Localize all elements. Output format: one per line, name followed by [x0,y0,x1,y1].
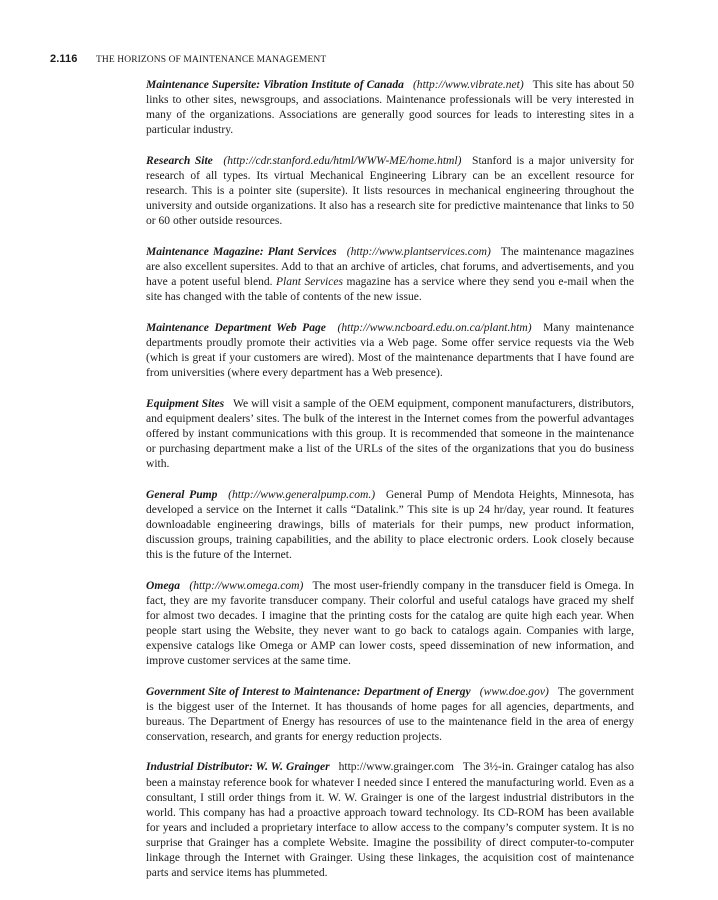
entry-title: Maintenance Magazine: Plant Services [146,245,337,258]
entry-title: Research Site [146,154,213,167]
entry-omega [146,579,634,670]
magazine-name: Plant Services [276,276,343,289]
entry-text: The most user-friendly company in the transducer field is Omega. In fact, they are my favorite transducer company. Their colorful and useful catalogs have graced my shelf for almost two decades. I imagine that the printing costs for the catalog are quite high each year. When people start using the Website, they never want to go back to catalogs again. Companies with large, expensive catalogs like Omega or AMP can lower costs, speed dissemination of new information, and improve customer services at the same time. [146,579,634,667]
entry-url[interactable]: (http://www.plantservices.com) [346,245,491,258]
entry-url[interactable]: (http://www.omega.com) [189,579,304,592]
entry-text: Many maintenance departments proudly promote their activities via a Web page. Some offer service requests via the Web (which is great if your customers are wired). Most of the maintenance departments that I have found are from universities (where every department has a Web presence). [146,321,635,379]
entry-general-pump [146,488,634,563]
entry-department-web-page [146,321,634,381]
entry-text: The government is the biggest user of the Internet. It has thousands of home pages for all agencies, departments, and bureaus. The Department of Energy has resources of use to the maintenance field in the area of energy conservation, research, and grants for energy reduction projects. [146,685,635,743]
entry-title: Industrial Distributor: W. W. Grainger [146,761,330,774]
entry-vibration-institute [146,78,634,138]
entry-text: This site has about 50 links to other sites, newsgroups, and associations. Maintenance professionals will be very interested in many of the organizations. Associations are generally good sources for leads to interesting sites in a particular industry. [146,79,634,137]
entry-research-site [146,154,634,229]
entry-text: The 3½-in. Grainger catalog has also been a mainstay reference book for whatever I needed since I entered the manufacturing world. Even as a consultant, I still order things from it. W. W. Grainger is one of the largest industrial distributors in the world. This company has had a proactive approach toward technology. Its CD-ROM has been available for years and included a proprietary interface to allow access to the company’s computer system. It is no surprise that Grainger has a complete Website. Imagine the possibility of direct computer-to-computer linkage through the Internet with Grainger. Using these linkages, the acquisition cost of maintenance parts and service items has plummeted. [146,761,634,880]
entry-department-of-energy [146,685,634,745]
entry-title: General Pump [146,488,218,501]
entry-url[interactable]: (www.doe.gov) [479,685,549,698]
entry-title: Government Site of Interest to Maintenance: Department of Energy [146,685,471,698]
body-text [146,78,634,897]
page-number: 2.116 [50,53,78,65]
entry-text: General Pump of Mendota Heights, Minnesota, has developed a service on the Internet it calls “Datalink.” This site is up 24 hr/day, year round. It features downloadable engineering drawings, bills of materials for their pumps, new product information, discussion groups, training capabilities, and the ability to place electronic orders. Look closely because this is the future of the Internet. [146,488,635,561]
entry-grainger [146,760,634,881]
running-header-title: THE HORIZONS OF MAINTENANCE MANAGEMENT [96,55,327,65]
entry-title: Omega [146,579,180,592]
running-header [50,53,650,65]
entry-text: Stanford is a major university for research of all types. Its virtual Mechanical Engineering Library can be an excellent resource for research. This is a pointer site (supersite). It lists resources in mechanical engineering throughout the university and outside organizations. It also has a research site for predictive maintenance that links to 50 or 60 other outside resources. [146,154,635,228]
entry-title: Maintenance Department Web Page [146,321,326,334]
entry-url[interactable]: (http://www.generalpump.com.) [228,488,376,501]
entry-url[interactable]: (http://www.vibrate.net) [412,79,524,91]
entry-plant-services [146,245,634,305]
entry-url[interactable]: (http://www.ncboard.edu.on.ca/plant.htm) [337,321,532,334]
entry-text-continued: magazine has a service where they send you e-mail when the site has changed with the table of contents of the new issue. [146,276,635,304]
entry-text: The maintenance magazines are also excellent supersites. Add to that an archive of articles, chat forums, and advertisements, and you have a potent useful blend. [146,245,634,289]
entry-url[interactable]: (http://cdr.stanford.edu/html/WWW-ME/home.html) [223,154,462,167]
entry-title: Maintenance Supersite: Vibration Institute of Canada [146,79,404,91]
entry-text: We will visit a sample of the OEM equipment, component manufacturers, distributors, and equipment dealers’ sites. The bulk of the interest in the Internet comes from the powerful advantages offered by instant communications with this group. It is recommended that someone in the maintenance or purchasing department make a list of the URLs of the sites of the organizations that you do business with. [146,397,634,470]
entry-equipment-sites [146,397,634,472]
entry-url[interactable]: http://www.grainger.com [338,761,454,774]
entry-title: Equipment Sites [146,397,225,410]
